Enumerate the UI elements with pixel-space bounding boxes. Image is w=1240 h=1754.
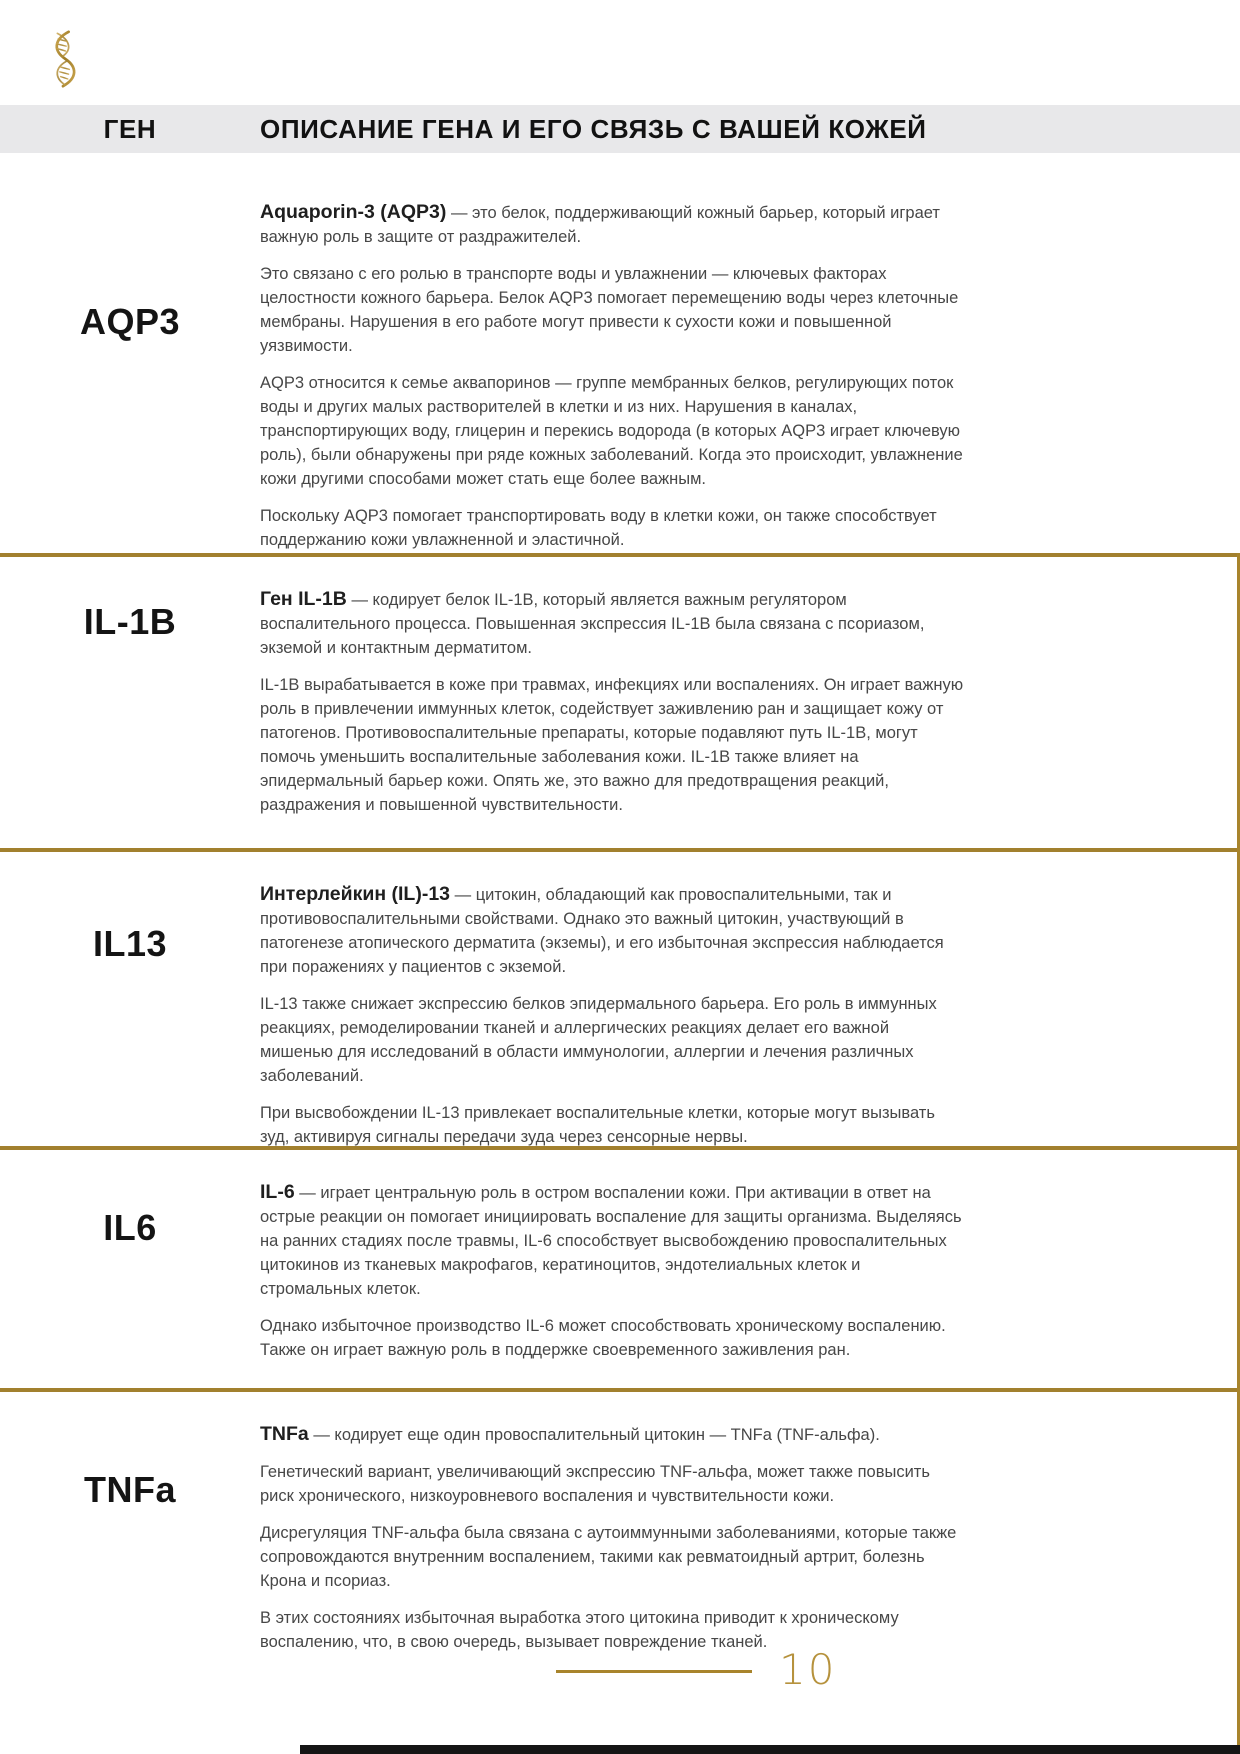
paragraph: Ген IL-1B — кодирует белок IL-1B, который является важным регулятором воспалительного процесса. Повышенная экспрессия IL-1B была связана с псориазом, экземой и контактным дерматитом. [260, 588, 925, 657]
paragraph: AQP3 относится к семье аквапоринов — группе мембранных белков, регулирующих поток воды и других малых растворителей в клетки и из них. Нарушения в каналах, транспортирующих воду, глицерин и перекись водорода (в которых AQP3 играет ключевую роль), были обнаружены при ряде кожных заболеваний. Когда это происходит, увлажнение кожи другими способами может стать еще более важным. [260, 374, 963, 488]
paragraph-lead: Ген IL-1B [260, 588, 347, 610]
top-strip [0, 0, 1240, 105]
paragraph-lead: TNFa [260, 1423, 309, 1445]
gene-row-il13 [0, 852, 1240, 1146]
paragraph: При высвобождении IL-13 привлекает воспалительные клетки, которые могут вызывать зуд, активируя сигналы передачи зуда через сенсорные нервы. [260, 1104, 935, 1146]
paragraph: Aquaporin-3 (AQP3) — это белок, поддерживающий кожный барьер, который играет важную роль в защите от раздражителей. [260, 201, 940, 246]
bottom-edge-bar [300, 1745, 1240, 1754]
paragraph-lead: IL-6 [260, 1181, 295, 1203]
paragraph: Это связано с его ролью в транспорте воды и увлажнении — ключевых факторах целостности кожного барьера. Белок AQP3 помогает перемещению воды через клеточные мембраны. Нарушения в его работе могут привести к сухости кожи и повышенной уязвимости. [260, 265, 959, 355]
paragraph: IL-6 — играет центральную роль в остром воспалении кожи. При активации в ответ на острые реакции он помогает инициировать воспаление для защиты организма. Выделяясь на ранних стадиях после травмы, IL-6 способствует высвобождению провоспалительных цитокинов из тканевых макрофагов, кератиноцитов, эндотелиальных клеток и стромальных клеток. [260, 1181, 962, 1298]
gene-description [260, 153, 965, 553]
gene-column [0, 1150, 260, 1388]
footer-rule [556, 1670, 752, 1673]
gene-row-aqp3 [0, 153, 1240, 553]
paragraph: Интерлейкин (IL)-13 — цитокин, обладающий как провоспалительными, так и противовоспалительными свойствами. Однако это важный цитокин, участвующий в патогенезе атопического дерматита (экземы), и его избыточная экспрессия наблюдается при поражениях у пациентов с экземой. [260, 883, 944, 976]
gene-name: IL13 [92, 923, 168, 964]
gene-description [260, 1150, 965, 1388]
gene-column [0, 153, 260, 553]
table-header [0, 105, 1240, 153]
gene-row-tnfa [0, 1392, 1240, 1754]
gene-row-il6 [0, 1150, 1240, 1388]
paragraph: TNFa — кодирует еще один провоспалительный цитокин — TNFa (TNF-альфа). [260, 1423, 880, 1445]
gene-name: AQP3 [79, 301, 181, 342]
gene-description [260, 557, 965, 848]
paragraph-lead: Интерлейкин (IL)-13 [260, 883, 451, 905]
gene-row-il1b [0, 557, 1240, 848]
paragraph: Поскольку AQP3 помогает транспортировать воду в клетки кожи, он также способствует поддержанию кожи увлажненной и эластичной. [260, 507, 937, 549]
paragraph: IL-13 также снижает экспрессию белков эпидермального барьера. Его роль в иммунных реакциях, ремоделировании тканей и аллергических реакциях делает его важной мишенью для исследований в области иммунологии, аллергии и лечения различных заболеваний. [260, 995, 937, 1085]
gene-name: IL-1B [83, 601, 177, 642]
header-description-column: ОПИСАНИЕ ГЕНА И ЕГО СВЯЗЬ С ВАШЕЙ КОЖЕЙ [260, 113, 927, 144]
gene-name: TNFa [84, 1469, 176, 1510]
paragraph: IL-1B вырабатывается в коже при травмах, инфекциях или воспалениях. Он играет важную роль в привлечении иммунных клеток, содействует заживлению ран и защищает кожу от патогенов. Противовоспалительные препараты, которые подавляют путь IL-1B, могут помочь уменьшить воспалительные заболевания кожи. IL-1B также влияет на эпидермальный барьер кожи. Опять же, это важно для предотвращения реакций, раздражения и повышенной чувствительности. [260, 676, 964, 814]
paragraph: В этих состояниях избыточная выработка этого цитокина приводит к хроническому воспалению, что, в свою очередь, вызывает повреждение тканей. [260, 1609, 899, 1651]
gene-description [260, 1392, 965, 1754]
paragraph-lead: Aquaporin-3 (AQP3) [260, 201, 447, 223]
paragraph: Дисрегуляция TNF-альфа была связана с аутоиммунными заболеваниями, которые также сопровождаются внутренним воспалением, такими как ревматоидный артрит, болезнь Крона и псориаз. [260, 1524, 957, 1590]
gene-column [0, 852, 260, 1146]
page-number: 10 [779, 1645, 837, 1694]
dna-helix-icon [47, 28, 79, 90]
paragraph: Однако избыточное производство IL-6 может способствовать хроническому воспалению. Также он играет важную роль в поддержке своевременного заживления ран. [260, 1317, 946, 1359]
header-gene-column: ГЕН [103, 113, 157, 144]
gene-description [260, 852, 965, 1146]
gene-column [0, 557, 260, 848]
gene-column [0, 1392, 260, 1754]
gene-name: IL6 [103, 1207, 157, 1248]
paragraph: Генетический вариант, увеличивающий экспрессию TNF-альфа, может также повысить риск хронического, низкоуровневого воспаления и чувствительности кожи. [260, 1463, 930, 1505]
